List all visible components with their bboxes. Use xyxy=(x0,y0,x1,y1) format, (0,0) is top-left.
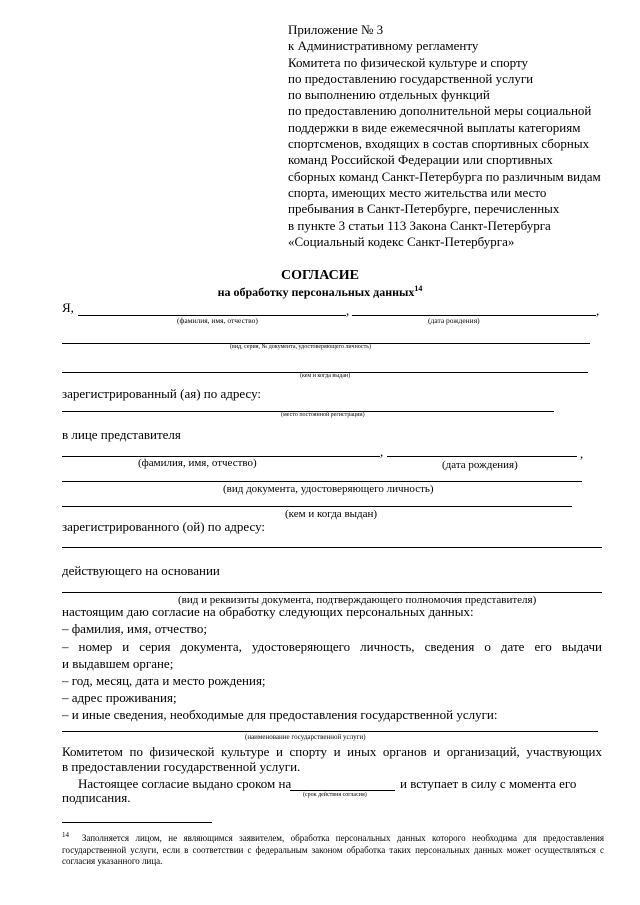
label-ya: Я, xyxy=(62,300,74,315)
consent-item: – и иные сведения, необходимые для предоставления государственной услуги: xyxy=(62,707,498,722)
label-registered: зарегистрированный (ая) по адресу: xyxy=(62,386,262,401)
term-field[interactable] xyxy=(290,790,395,791)
rep-birthdate-field[interactable] xyxy=(387,456,577,457)
caption-rep-birthdate: (дата рождения) xyxy=(442,459,518,471)
comma: , xyxy=(346,303,350,318)
appendix-line: по выполнению отдельных функций xyxy=(288,87,490,103)
appendix-header xyxy=(288,22,601,250)
document-title: СОГЛАСИЕ xyxy=(281,268,359,283)
comma: , xyxy=(580,446,584,461)
caption-document: (вид, серия, № документа, удостоверяющего личность) xyxy=(230,344,371,350)
authority-field[interactable] xyxy=(62,592,602,593)
rep-issued-field[interactable] xyxy=(62,506,572,507)
label-representative: в лице представителя xyxy=(62,427,181,442)
appendix-line: пребывания в Санкт-Петербурге, перечисленных xyxy=(288,201,560,217)
caption-authority: (вид и реквизиты документа, подтверждающего полномочия представителя) xyxy=(178,594,537,606)
appendix-line: команд Российской Федерации или спортивных xyxy=(288,152,553,168)
appendix-line: в пункте 3 статьи 113 Закона Санкт-Петербурга xyxy=(288,217,551,233)
caption-service: (наименование государственной услуги) xyxy=(245,733,366,741)
rep-document-field[interactable] xyxy=(62,481,582,482)
appendix-line: Комитета по физической культуре и спорту xyxy=(288,54,528,70)
consent-intro: настоящим даю согласие на обработку следующих персональных данных: xyxy=(62,604,474,619)
caption-issued: (кем и когда выдан) xyxy=(300,373,351,379)
appendix-line: поддержки в виде ежемесячной выплаты категориям xyxy=(288,119,581,135)
appendix-line: к Административному регламенту xyxy=(288,38,479,54)
caption-fio: (фамилия, имя, отчество) xyxy=(177,316,258,325)
footnote-text: Заполняется лицом, не являющимся заявителем, обработка персональных данных которого необходима для предоставления государственной услуги, если в соответствии с федеральным законом обработка таких персональных данных может осуществляться с согласия указанного лица. xyxy=(62,833,604,866)
appendix-line: спорта, имеющих место жительства или место xyxy=(288,184,547,200)
rep-address-field[interactable] xyxy=(62,547,602,548)
consent-item-continuation: и выдавшем органе; xyxy=(62,656,174,671)
consent-item: – номер и серия документа, удостоверяющего личность, сведения о дате его выдачи xyxy=(62,639,602,654)
term-suffix: и вступает в силу с момента его xyxy=(400,776,577,791)
footnote-separator xyxy=(62,822,212,823)
appendix-line: Приложение № 3 xyxy=(288,22,384,37)
committee-text-continuation: в предоставлении государственной услуги. xyxy=(62,759,301,774)
service-name-field[interactable] xyxy=(62,731,598,732)
caption-birthdate: (дата рождения) xyxy=(428,316,480,325)
footnote-number: 14 xyxy=(62,831,69,839)
caption-term: (срок действия согласия) xyxy=(303,792,367,798)
comma: , xyxy=(596,303,600,318)
subtitle-text: на обработку персональных данных xyxy=(217,285,415,299)
label-rep-registered: зарегистрированного (ой) по адресу: xyxy=(62,519,266,534)
committee-text: Комитетом по физической культуре и спорту и иных органов и организаций, участвующих xyxy=(62,744,602,759)
footnote-ref: 14 xyxy=(414,284,423,293)
footnote xyxy=(62,830,604,868)
caption-rep-document: (вид документа, удостоверяющего личность) xyxy=(223,483,434,495)
consent-item: – фамилия, имя, отчество; xyxy=(62,621,207,636)
caption-address: (место постоянной регистрации) xyxy=(281,412,365,418)
label-acting: действующего на основании xyxy=(62,563,220,578)
document-subtitle xyxy=(0,284,640,300)
appendix-line: спортсменов, входящих в состав спортивных сборных xyxy=(288,136,590,152)
consent-item: – год, месяц, дата и место рождения; xyxy=(62,673,266,688)
appendix-line: сборных команд Санкт-Петербурга по различным видам xyxy=(288,168,601,184)
caption-rep-fio: (фамилия, имя, отчество) xyxy=(138,457,257,469)
consent-item: – адрес проживания; xyxy=(62,690,177,705)
comma: , xyxy=(380,444,384,459)
caption-rep-issued: (кем и когда выдан) xyxy=(285,508,378,520)
term-prefix: Настоящее согласие выдано сроком на xyxy=(78,776,292,791)
appendix-line: по предоставлению государственной услуги xyxy=(288,70,534,86)
appendix-line: «Социальный кодекс Санкт-Петербурга» xyxy=(288,233,515,249)
appendix-line: по предоставлению дополнительной меры социальной xyxy=(288,103,592,119)
term-line2: подписания. xyxy=(62,790,131,805)
